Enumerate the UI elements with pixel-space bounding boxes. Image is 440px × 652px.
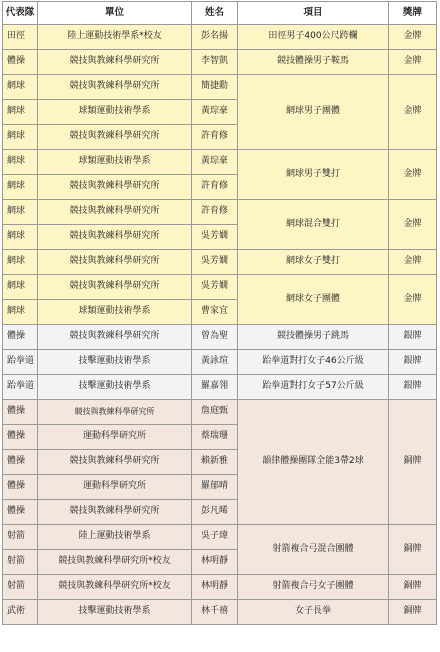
unit-cell: 競技與教練科學研究所*校友	[38, 575, 192, 600]
header-event: 項目	[238, 2, 389, 25]
name-cell: 許育修	[192, 125, 238, 150]
table-row	[3, 350, 437, 375]
unit-cell: 競技與教練科學研究所	[38, 325, 192, 350]
unit-cell: 球類運動技術學系	[38, 300, 192, 325]
medal-cell: 銅牌	[389, 400, 437, 525]
name-cell: 賴新雅	[192, 450, 238, 475]
team-cell: 體操	[3, 425, 38, 450]
unit-cell: 競技與教練科學研究所	[38, 275, 192, 300]
name-cell: 曾為聖	[192, 325, 238, 350]
unit-cell: 球類運動技術學系	[38, 100, 192, 125]
table-row	[3, 50, 437, 75]
event-cell: 競技體操男子鞍馬	[238, 50, 389, 75]
team-cell: 跆拳道	[3, 350, 38, 375]
event-cell: 田徑男子400公尺跨欄	[238, 25, 389, 50]
event-cell: 網球男子團體	[238, 75, 389, 150]
event-cell: 射箭複合弓混合團體	[238, 525, 389, 575]
team-cell: 射箭	[3, 525, 38, 550]
team-cell: 田徑	[3, 25, 38, 50]
table-row	[3, 525, 437, 550]
medal-cell: 金牌	[389, 25, 437, 50]
event-cell: 射箭複合弓女子團體	[238, 575, 389, 600]
table-row	[3, 275, 437, 300]
name-cell: 羅郁晴	[192, 475, 238, 500]
medal-cell: 金牌	[389, 50, 437, 75]
name-cell: 蔡瑞珊	[192, 425, 238, 450]
name-cell: 李智凱	[192, 50, 238, 75]
name-cell: 黃琮豪	[192, 150, 238, 175]
name-cell: 詹庭甄	[192, 400, 238, 425]
team-cell: 武術	[3, 600, 38, 625]
medal-cell: 金牌	[389, 250, 437, 275]
team-cell: 射箭	[3, 575, 38, 600]
name-cell: 吳芳嫺	[192, 225, 238, 250]
name-cell: 彭凡晞	[192, 500, 238, 525]
name-cell: 曹家宜	[192, 300, 238, 325]
name-cell: 林明靜	[192, 575, 238, 600]
event-cell: 跆拳道對打女子57公斤級	[238, 375, 389, 400]
team-cell: 體操	[3, 400, 38, 425]
team-cell: 網球	[3, 175, 38, 200]
table-row	[3, 150, 437, 175]
team-cell: 網球	[3, 150, 38, 175]
unit-cell: 競技與教練科學研究所	[38, 125, 192, 150]
medal-cell: 銀牌	[389, 375, 437, 400]
team-cell: 體操	[3, 325, 38, 350]
medal-cell: 銅牌	[389, 575, 437, 600]
event-cell: 競技體操男子跳馬	[238, 325, 389, 350]
unit-cell: 技擊運動技術學系	[38, 350, 192, 375]
name-cell: 簡捷勳	[192, 75, 238, 100]
header-unit: 單位	[38, 2, 192, 25]
name-cell: 吳芳嫺	[192, 250, 238, 275]
unit-cell: 競技與教練科學研究所*校友	[38, 550, 192, 575]
table-row	[3, 75, 437, 100]
unit-cell: 競技與教練科學研究所	[38, 75, 192, 100]
team-cell: 網球	[3, 100, 38, 125]
team-cell: 網球	[3, 250, 38, 275]
header-row	[3, 2, 437, 25]
medal-cell: 金牌	[389, 150, 437, 200]
medal-table	[2, 1, 437, 625]
event-cell: 跆拳道對打女子46公斤級	[238, 350, 389, 375]
event-cell: 網球女子雙打	[238, 250, 389, 275]
team-cell: 體操	[3, 500, 38, 525]
event-cell: 網球女子團體	[238, 275, 389, 325]
unit-cell: 陸上運動技術學系*校友	[38, 25, 192, 50]
medal-cell: 金牌	[389, 75, 437, 150]
unit-cell: 競技與教練科學研究所	[38, 500, 192, 525]
team-cell: 網球	[3, 75, 38, 100]
medal-cell: 銀牌	[389, 325, 437, 350]
unit-cell: 陸上運動技術學系	[38, 525, 192, 550]
event-cell: 網球混合雙打	[238, 200, 389, 250]
unit-cell: 競技與教練科學研究所	[38, 200, 192, 225]
medal-cell: 銀牌	[389, 350, 437, 375]
medal-cell: 銅牌	[389, 600, 437, 625]
medal-cell: 金牌	[389, 200, 437, 250]
name-cell: 吳子瑋	[192, 525, 238, 550]
unit-cell: 競技與教練科學研究所	[38, 175, 192, 200]
unit-cell: 球類運動技術學系	[38, 150, 192, 175]
unit-cell: 運動科學研究所	[38, 425, 192, 450]
name-cell: 羅嘉翎	[192, 375, 238, 400]
name-cell: 林千禧	[192, 600, 238, 625]
unit-cell: 技擊運動技術學系	[38, 375, 192, 400]
unit-cell: 競技與教練科學研究所	[38, 450, 192, 475]
table-row	[3, 400, 437, 425]
unit-cell: 競技與教練科學研究所	[38, 50, 192, 75]
table-row	[3, 200, 437, 225]
unit-cell: 技擊運動技術學系	[38, 600, 192, 625]
team-cell: 體操	[3, 50, 38, 75]
team-cell: 體操	[3, 450, 38, 475]
team-cell: 網球	[3, 225, 38, 250]
event-cell: 女子長拳	[238, 600, 389, 625]
name-cell: 黃詠瑄	[192, 350, 238, 375]
team-cell: 網球	[3, 300, 38, 325]
table-row	[3, 325, 437, 350]
unit-cell: 競技與教練科學研究所	[38, 225, 192, 250]
team-cell: 網球	[3, 125, 38, 150]
table-row	[3, 375, 437, 400]
unit-cell: 運動科學研究所	[38, 475, 192, 500]
unit-cell: 競技與教練科學研究所	[38, 400, 192, 425]
name-cell: 黃琮豪	[192, 100, 238, 125]
event-cell: 韻律體操團隊全能3帶2球	[238, 400, 389, 525]
table-row	[3, 600, 437, 625]
team-cell: 跆拳道	[3, 375, 38, 400]
name-cell: 許育修	[192, 175, 238, 200]
name-cell: 吳芳嫺	[192, 275, 238, 300]
medal-cell: 金牌	[389, 275, 437, 325]
header-team: 代表隊	[3, 2, 38, 25]
team-cell: 網球	[3, 200, 38, 225]
table-row	[3, 575, 437, 600]
team-cell: 射箭	[3, 550, 38, 575]
table-row	[3, 250, 437, 275]
medal-cell: 銅牌	[389, 525, 437, 575]
team-cell: 體操	[3, 475, 38, 500]
name-cell: 許育修	[192, 200, 238, 225]
name-cell: 彭名揚	[192, 25, 238, 50]
unit-cell: 競技與教練科學研究所	[38, 250, 192, 275]
name-cell: 林明靜	[192, 550, 238, 575]
header-name: 姓名	[192, 2, 238, 25]
table-row	[3, 25, 437, 50]
header-medal: 獎牌	[389, 2, 437, 25]
event-cell: 網球男子雙打	[238, 150, 389, 200]
team-cell: 網球	[3, 275, 38, 300]
